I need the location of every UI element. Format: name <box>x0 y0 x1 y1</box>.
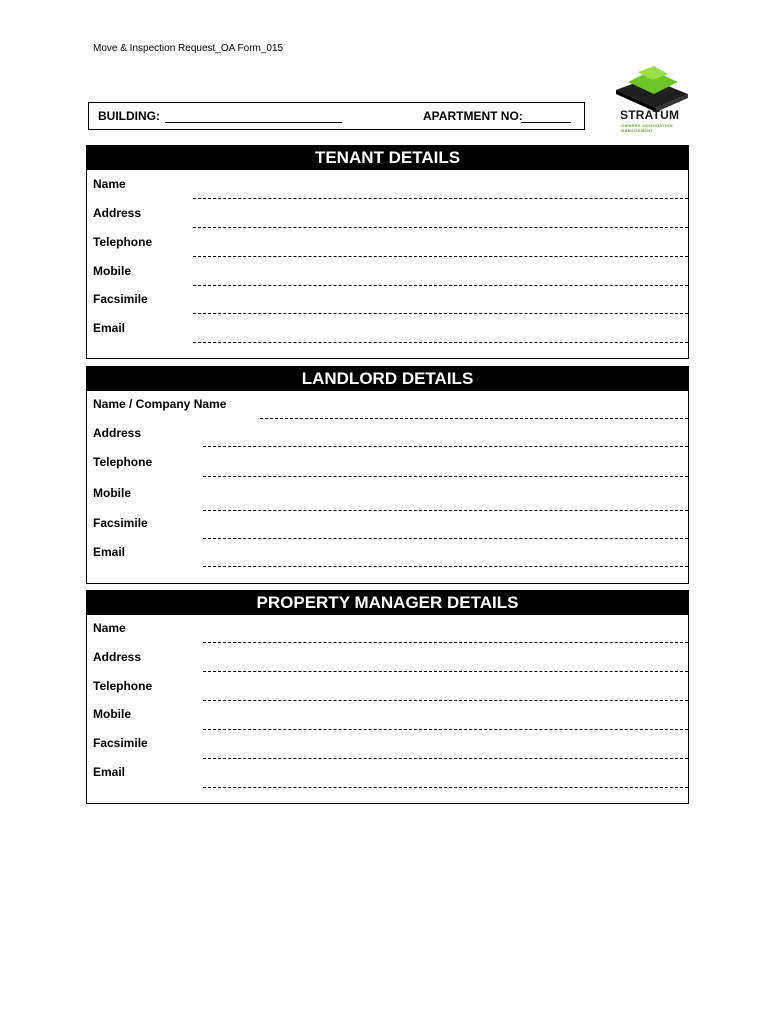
landlord-facsimile-field[interactable] <box>203 538 688 539</box>
property-manager-details-section <box>86 590 689 804</box>
tenant-address-field[interactable] <box>193 227 688 228</box>
landlord-address-field[interactable] <box>203 446 688 447</box>
landlord-name-field[interactable] <box>260 418 688 419</box>
landlord-mobile-field[interactable] <box>203 510 688 511</box>
pm-name-label: Name <box>93 621 126 635</box>
pm-address-label: Address <box>93 650 142 664</box>
tenant-mobile-field[interactable] <box>193 285 688 286</box>
landlord-mobile-label: Mobile <box>93 486 131 500</box>
pm-email-label: Email <box>93 765 126 779</box>
landlord-details-section <box>86 366 689 584</box>
pm-email-field[interactable] <box>203 787 688 788</box>
tenant-details-header: TENANT DETAILS <box>87 146 688 170</box>
stratum-logo <box>612 64 694 136</box>
building-field[interactable] <box>165 122 342 123</box>
logo-mark-icon <box>612 64 694 114</box>
landlord-name-label: Name / Company Name <box>93 397 227 411</box>
pm-name-field[interactable] <box>203 642 688 643</box>
pm-telephone-field[interactable] <box>203 700 688 701</box>
pm-telephone-label: Telephone <box>93 679 153 693</box>
landlord-facsimile-label: Facsimile <box>93 516 148 530</box>
tenant-facsimile-label: Facsimile <box>93 292 148 306</box>
landlord-telephone-label: Telephone <box>93 455 153 469</box>
tenant-facsimile-field[interactable] <box>193 313 688 314</box>
logo-tagline: OWNERS ASSOCIATION MANAGEMENT <box>621 123 673 133</box>
tenant-telephone-label: Telephone <box>93 235 153 249</box>
apartment-label: APARTMENT NO: <box>423 109 523 123</box>
apartment-field[interactable] <box>521 122 571 123</box>
property-manager-details-header: PROPERTY MANAGER DETAILS <box>87 591 688 615</box>
landlord-telephone-field[interactable] <box>203 476 688 477</box>
landlord-details-header: LANDLORD DETAILS <box>87 367 688 391</box>
tenant-details-section <box>86 145 689 359</box>
pm-mobile-field[interactable] <box>203 729 688 730</box>
building-label: BUILDING: <box>98 109 160 123</box>
tenant-name-label: Name <box>93 177 126 191</box>
tenant-email-field[interactable] <box>193 342 688 343</box>
tenant-name-field[interactable] <box>193 198 688 199</box>
form-id: Move & Inspection Request_OA Form_015 <box>93 43 284 54</box>
pm-facsimile-label: Facsimile <box>93 736 148 750</box>
building-apartment-box <box>88 102 585 130</box>
tenant-email-label: Email <box>93 321 126 335</box>
tenant-address-label: Address <box>93 206 142 220</box>
pm-address-field[interactable] <box>203 671 688 672</box>
logo-text: STRATUM <box>620 108 680 122</box>
tenant-telephone-field[interactable] <box>193 256 688 257</box>
tenant-mobile-label: Mobile <box>93 264 131 278</box>
landlord-email-label: Email <box>93 545 126 559</box>
landlord-email-field[interactable] <box>203 566 688 567</box>
pm-facsimile-field[interactable] <box>203 758 688 759</box>
pm-mobile-label: Mobile <box>93 707 131 721</box>
landlord-address-label: Address <box>93 426 142 440</box>
